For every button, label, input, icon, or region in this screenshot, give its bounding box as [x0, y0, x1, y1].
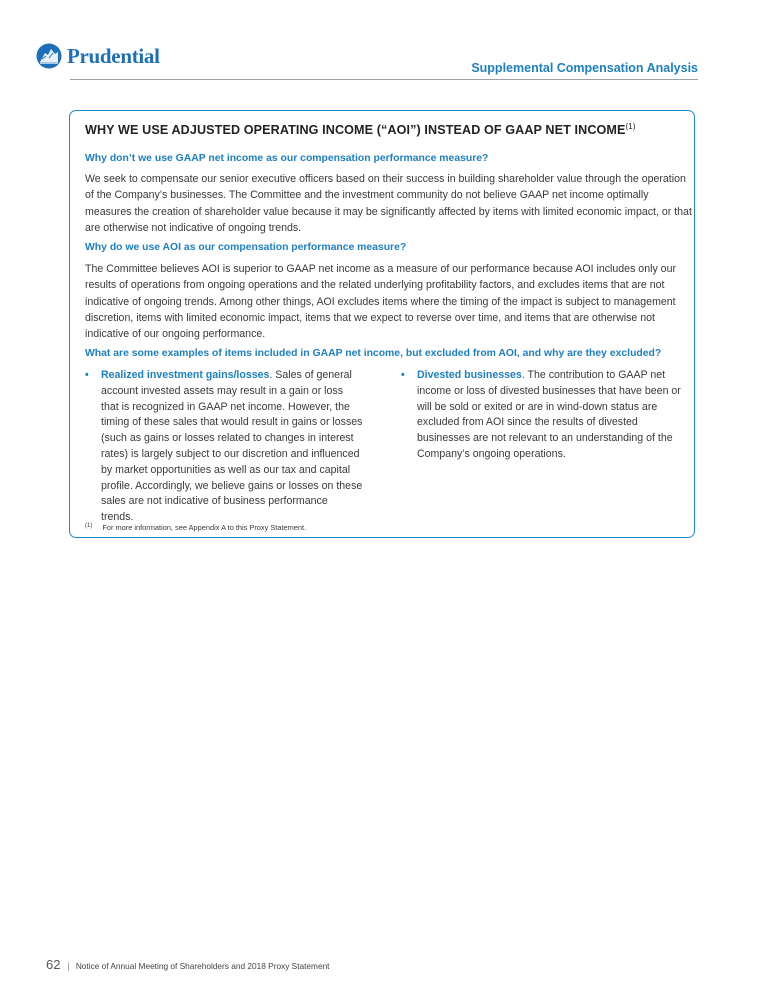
paragraph-aoi: The Committee believes AOI is superior to GAAP net income as a measure of our performance because AOI includes only our results of operations from ongoing operations and the related underlying profitability factors, and excludes items that are not indicative of ongoing trends. Among other things, AOI excludes items where the timing of the impact is subject to management discretion, items with limited economic impact, items that we expect to reverse over time, and items that are otherwise not indicative of our ongoing performance. — [85, 263, 676, 341]
section-title: Supplemental Compensation Analysis — [471, 61, 698, 75]
bullet-lead: Divested businesses — [417, 369, 522, 381]
box-title — [85, 122, 636, 137]
footnote — [85, 523, 306, 532]
question-aoi: Why do we use AOI as our compensation performance measure? — [85, 242, 407, 253]
page-number: 62 — [46, 957, 61, 972]
brand-name: Prudential — [67, 43, 160, 68]
footnote-mark: (1) — [85, 523, 93, 529]
company-logo — [36, 42, 160, 70]
title-footnote-mark: (1) — [625, 122, 636, 131]
bullet-divested-businesses — [401, 368, 689, 463]
bullet-text: . The contribution to GAAP net income or loss of divested businesses that have been or will be sold or exited or are in wind-down status are excluded from AOI since the results of divested businesses are not relevant to an understanding of the Company’s ongoing operations. — [417, 369, 681, 460]
aoi-info-box — [69, 110, 695, 538]
paragraph-gaap: We seek to compensate our senior executive officers based on their success in building shareholder value through the operation of the Company’s businesses. The Committee and the investment community do not believe GAAP net income optimally measures the creation of shareholder value because it may be significantly affected by items with limited economic impact, or that are otherwise not indicative of ongoing trends. — [85, 173, 692, 234]
question-examples: What are some examples of items included in GAAP net income, but excluded from AOI, and why are they excluded? — [85, 348, 662, 359]
bullet-text: . Sales of general account invested assets may result in a gain or loss that is recognized in GAAP net income. However, the timing of these sales that would result in gains or losses (such as gains or losses related to changes in interest rates) is largely subject to our discretion and influenced by market opportunities as well as our tax and capital profile. Accordingly, we believe gains or losses on these sales are not indicative of business performance trends. — [101, 369, 363, 524]
question-gaap: Why don’t we use GAAP net income as our compensation performance measure? — [85, 153, 489, 164]
footer-separator: | — [67, 961, 70, 971]
document-title: Notice of Annual Meeting of Shareholders and 2018 Proxy Statement — [75, 961, 330, 971]
bullet-icon: • — [85, 369, 89, 381]
bullet-icon: • — [401, 369, 405, 381]
footnote-text: For more information, see Appendix A to this Proxy Statement. — [102, 523, 307, 532]
rock-of-gibraltar-logo-icon — [36, 43, 62, 69]
header-divider — [70, 79, 698, 80]
page-footer — [46, 957, 330, 972]
bullet-lead: Realized investment gains/losses — [101, 369, 270, 381]
bullet-realized-gains — [85, 368, 363, 526]
box-title-text: WHY WE USE ADJUSTED OPERATING INCOME (“AOI”) INSTEAD OF GAAP NET INCOME — [85, 123, 626, 137]
